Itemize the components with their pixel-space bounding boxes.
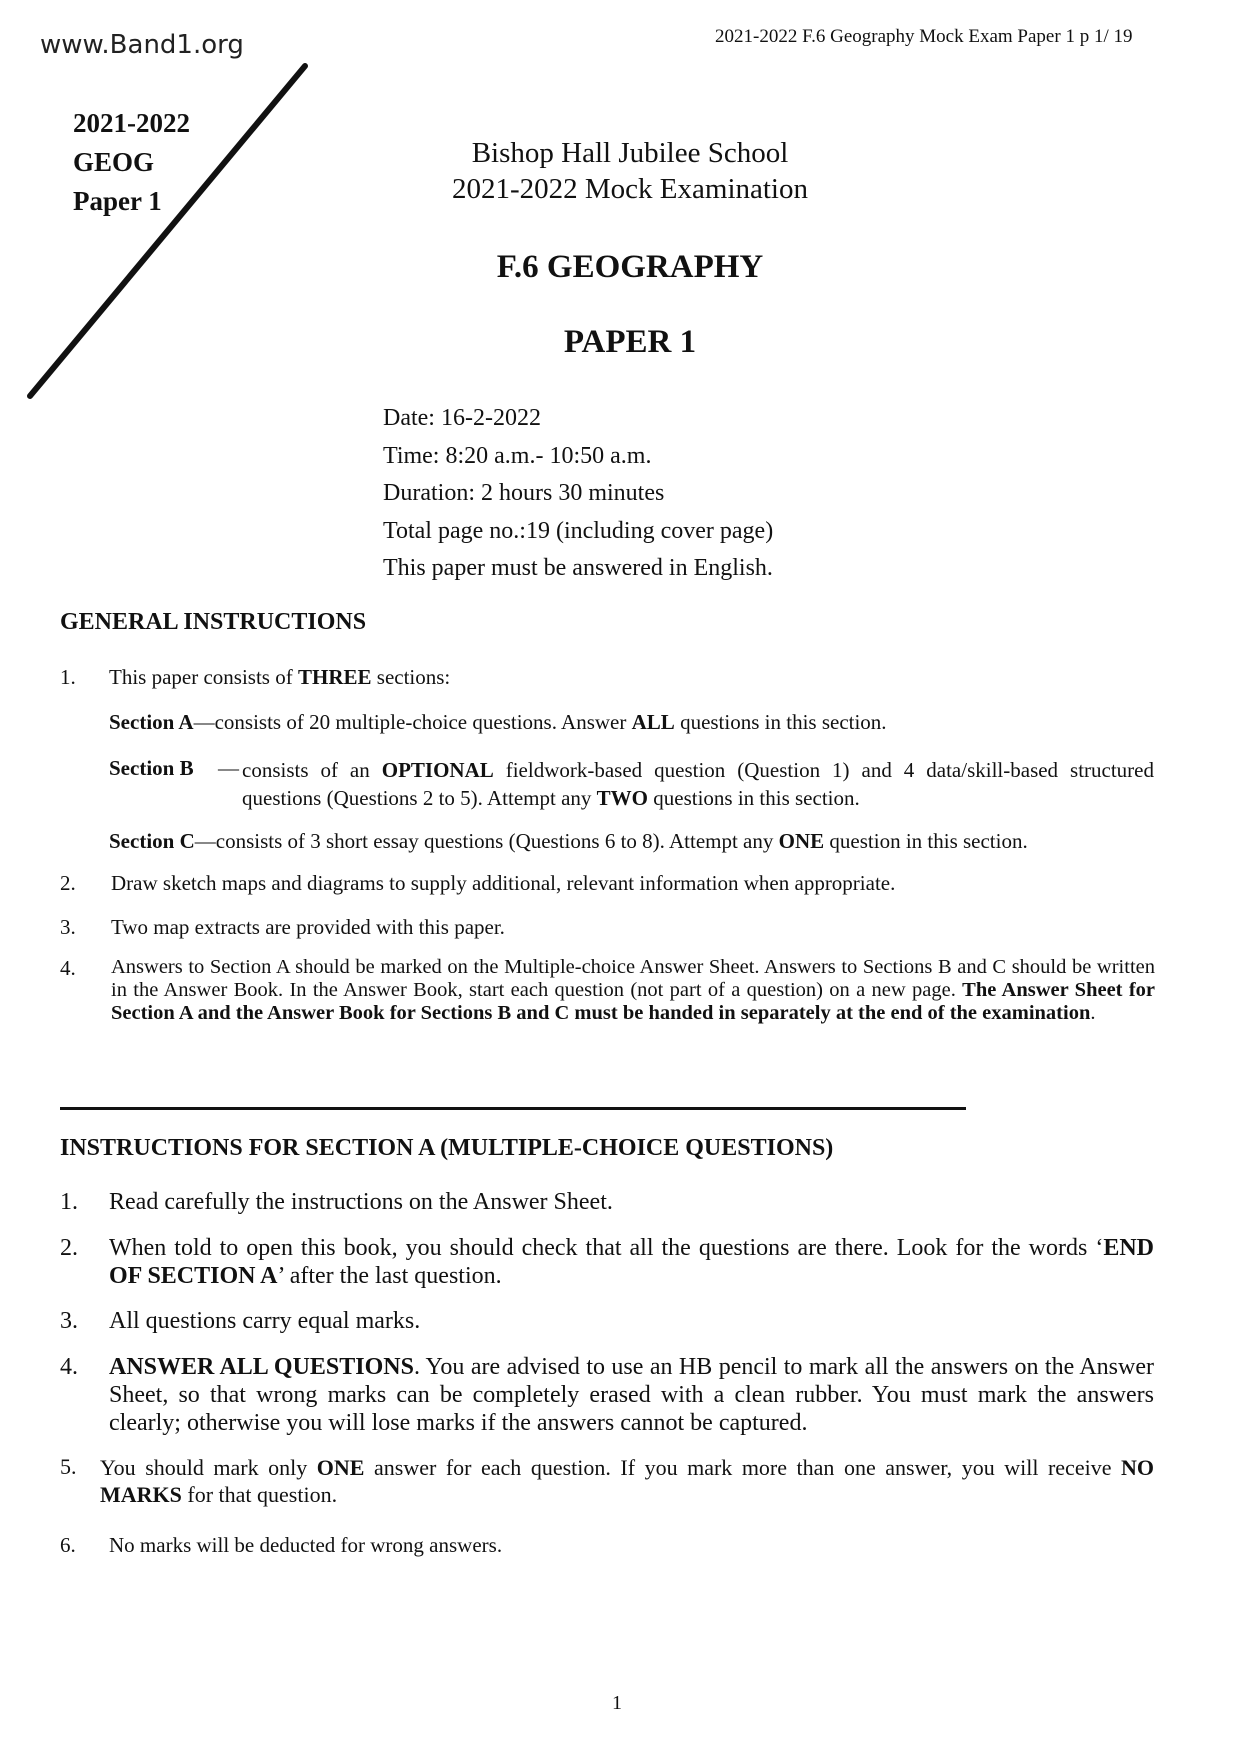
page-number: 1 (612, 1692, 622, 1714)
section-c-description: Section C—consists of 3 short essay questions (Questions 6 to 8). Attempt any ONE question in this section. (109, 829, 1028, 853)
gi-item-2-number: 2. (60, 871, 76, 895)
sa-item-4-text: ANSWER ALL QUESTIONS. You are advised to use an HB pencil to mark all the answers on the Answer Sheet, so that wrong marks can be completely erased with a clean rubber. You must mark the answers clearly; otherwise you will lose marks if the answers cannot be captured. (109, 1354, 1154, 1436)
section-a-instructions-heading: INSTRUCTIONS FOR SECTION A (MULTIPLE-CHOICE QUESTIONS) (60, 1135, 834, 1161)
corner-year: 2021-2022 (73, 108, 190, 138)
exam-total-pages: Total page no.:19 (including cover page) (383, 517, 774, 544)
exam-duration: Duration: 2 hours 30 minutes (383, 480, 665, 506)
page-header: 2021-2022 F.6 Geography Mock Exam Paper 1 p 1/ 19 (715, 26, 1133, 47)
sa-item-2-number: 2. (60, 1235, 78, 1261)
gi-item-1-number: 1. (60, 665, 76, 689)
watermark: www.Band1.org (40, 30, 244, 60)
sa-item-5-number: 5. (60, 1454, 77, 1479)
section-b-label: Section B (109, 756, 194, 780)
gi-item-4-text: Answers to Section A should be marked on the Multiple-choice Answer Sheet. Answers to Sections B and C should be written in the Answer Book. In the Answer Book, start each question (not part of a question) on a new page. The Answer Sheet for Section A and the Answer Book for Sections B and C must be handed in separately at the end of the examination. (111, 956, 1155, 1024)
corner-label (73, 104, 190, 221)
gi-item-3-number: 3. (60, 915, 76, 939)
sa-item-4-number: 4. (60, 1354, 78, 1380)
subject-title: F.6 GEOGRAPHY (496, 249, 764, 285)
corner-subject: GEOG (73, 147, 155, 177)
exam-date: Date: 16-2-2022 (383, 405, 541, 431)
gi-item-1-text: This paper consists of THREE sections: (109, 665, 451, 689)
sa-item-6-number: 6. (60, 1533, 76, 1557)
sa-item-5-text: You should mark only ONE answer for each question. If you mark more than one answer, you will receive NO MARKS for that question. (100, 1455, 1154, 1507)
gi-item-4-number: 4. (60, 956, 76, 980)
sa-item-3-text: All questions carry equal marks. (109, 1308, 421, 1334)
exam-details (383, 400, 773, 588)
exam-language: This paper must be answered in English. (383, 555, 773, 581)
sa-item-3-number: 3. (60, 1308, 78, 1334)
general-instructions-heading: GENERAL INSTRUCTIONS (60, 609, 367, 635)
paper-title: PAPER 1 (563, 324, 697, 360)
section-a-description: Section A—consists of 20 multiple-choice questions. Answer ALL questions in this section. (109, 710, 887, 734)
section-divider (60, 1107, 966, 1110)
section-b-description: consists of an OPTIONAL fieldwork-based question (Question 1) and 4 data/skill-based structured questions (Questions 2 to 5). Attempt any TWO questions in this section. (242, 758, 1154, 810)
sa-item-2-text: When told to open this book, you should check that all the questions are there. Look for the words ‘END OF SECTION A’ after the last question. (109, 1235, 1154, 1289)
school-name: Bishop Hall Jubilee School (471, 137, 789, 169)
section-b-dash: — (218, 756, 239, 780)
corner-paper: Paper 1 (73, 186, 162, 216)
gi-item-3-text: Two map extracts are provided with this paper. (111, 915, 505, 939)
gi-item-2-text: Draw sketch maps and diagrams to supply additional, relevant information when appropriate. (111, 871, 896, 895)
sa-item-1-number: 1. (60, 1189, 78, 1215)
exam-name: 2021-2022 Mock Examination (451, 173, 808, 205)
exam-time: Time: 8:20 a.m.- 10:50 a.m. (383, 442, 652, 469)
sa-item-1-text: Read carefully the instructions on the Answer Sheet. (109, 1189, 613, 1215)
sa-item-6-text: No marks will be deducted for wrong answers. (109, 1533, 503, 1557)
